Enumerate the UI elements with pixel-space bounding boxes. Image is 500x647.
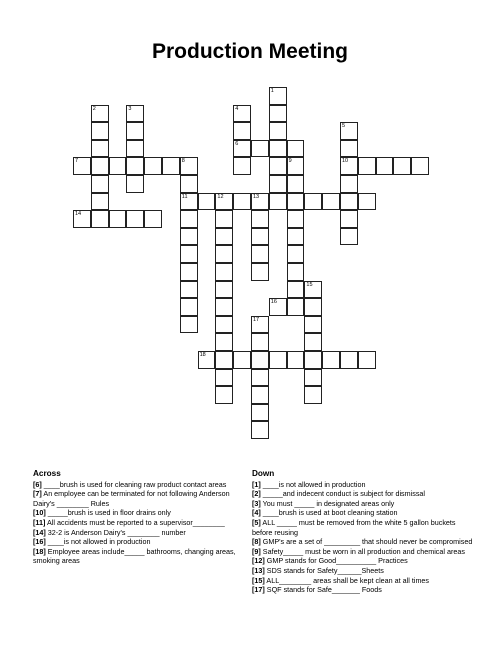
grid-cell[interactable] [233,193,251,211]
grid-cell[interactable] [287,210,305,228]
clue-number: 4 [235,105,239,112]
grid-cell[interactable] [126,175,144,193]
down-clue [252,585,474,595]
across-clue [33,489,248,508]
grid-cell[interactable] [233,140,251,158]
clue-text: SDS stands for Safety______Sheets [264,565,384,575]
clue-text: GMP stands for Good__________ Practices [264,556,408,566]
clue-number: 5 [342,123,346,130]
grid-cell[interactable] [180,298,198,316]
grid-cell[interactable] [73,157,91,175]
grid-cell[interactable] [304,316,322,334]
grid-cell[interactable] [91,105,109,123]
clue-label: [15] [252,575,265,585]
clue-number: 7 [75,158,79,165]
clue-text: Employee areas include_____ bathrooms, changing areas, smoking areas [33,546,236,566]
clue-label: [18] [33,546,46,556]
grid-cell[interactable] [287,298,305,316]
grid-cell[interactable] [233,351,251,369]
down-clue [252,499,474,509]
grid-cell[interactable] [269,157,287,175]
across-heading: Across [33,469,61,478]
grid-cell[interactable] [287,228,305,246]
grid-cell[interactable] [340,122,358,140]
grid-cell[interactable] [287,157,305,175]
grid-cell[interactable] [126,210,144,228]
clue-text: ____brush is used at boot cleaning station [260,508,398,518]
down-clue [252,489,474,499]
grid-cell[interactable] [215,193,233,211]
across-clues [33,469,248,566]
down-clue [252,508,474,518]
clue-label: [13] [252,565,265,575]
grid-cell[interactable] [322,193,340,211]
grid-cell[interactable] [215,263,233,281]
clue-number: 16 [270,299,277,306]
grid-cell[interactable] [109,210,127,228]
grid-cell[interactable] [215,351,233,369]
grid-cell[interactable] [269,87,287,105]
grid-cell[interactable] [91,193,109,211]
grid-cell[interactable] [198,351,216,369]
down-clue [252,547,474,557]
grid-cell[interactable] [287,263,305,281]
clue-text: An employee can be terminated for not following Anderson Dairy's ________ Rules [33,489,230,508]
down-clue [252,566,474,576]
grid-cell[interactable] [251,228,269,246]
grid-cell[interactable] [126,105,144,123]
grid-cell[interactable] [340,193,358,211]
grid-cell[interactable] [251,351,269,369]
grid-cell[interactable] [251,210,269,228]
grid-cell[interactable] [287,281,305,299]
down-clue [252,537,474,547]
clue-number: 18 [199,352,206,358]
grid-cell[interactable] [126,122,144,140]
grid-cell[interactable] [304,193,322,211]
clue-label: [3] [252,498,261,508]
page-title: Production Meeting [152,40,348,63]
grid-cell[interactable] [340,228,358,246]
clue-number: 9 [288,158,292,165]
clue-text: SQF stands for Safe_______ Foods [264,585,382,595]
grid-cell[interactable] [180,210,198,228]
across-clue [33,528,248,538]
grid-cell[interactable] [215,298,233,316]
grid-cell[interactable] [287,351,305,369]
grid-cell[interactable] [251,386,269,404]
clue-text: You must _____ in designated areas only [260,498,395,508]
grid-cell[interactable] [251,404,269,422]
down-clue [252,556,474,566]
grid-cell[interactable] [180,245,198,263]
grid-cell[interactable] [180,281,198,299]
grid-cell[interactable] [269,122,287,140]
grid-cell[interactable] [126,157,144,175]
across-clue [33,508,248,518]
grid-cell[interactable] [215,245,233,263]
grid-cell[interactable] [269,351,287,369]
grid-cell[interactable] [91,157,109,175]
grid-cell[interactable] [411,157,429,175]
grid-cell[interactable] [109,157,127,175]
grid-cell[interactable] [376,157,394,175]
clue-text: ____is not allowed in production [45,537,151,547]
across-clue [33,480,248,490]
grid-cell[interactable] [340,140,358,158]
grid-cell[interactable] [269,175,287,193]
down-clues [252,469,474,595]
grid-cell[interactable] [251,140,269,158]
clue-number: 14 [75,211,82,218]
clue-number: 3 [128,105,132,112]
grid-cell[interactable] [304,386,322,404]
grid-cell[interactable] [340,351,358,369]
grid-cell[interactable] [251,263,269,281]
clue-label: [9] [252,546,261,556]
grid-cell[interactable] [304,281,322,299]
clue-number: 12 [217,193,224,200]
grid-cell[interactable] [251,333,269,351]
grid-cell[interactable] [287,140,305,158]
grid-cell[interactable] [126,140,144,158]
grid-cell[interactable] [162,157,180,175]
grid-cell[interactable] [358,351,376,369]
clue-text: 32-2 is Anderson Dairy's ________ number [45,527,186,537]
crossword-grid [73,87,428,441]
grid-cell[interactable] [91,140,109,158]
across-clue [33,518,248,528]
grid-cell[interactable] [91,210,109,228]
grid-cell[interactable] [215,228,233,246]
grid-cell[interactable] [91,175,109,193]
clue-text: ____is not allowed in production [260,479,366,489]
grid-cell[interactable] [251,245,269,263]
grid-cell[interactable] [180,175,198,193]
grid-cell[interactable] [269,193,287,211]
across-clue [33,537,248,547]
clue-label: [14] [33,527,46,537]
across-clue [33,547,248,566]
grid-cell[interactable] [393,157,411,175]
grid-cell[interactable] [215,210,233,228]
clue-label: [17] [252,585,265,595]
grid-cell[interactable] [233,122,251,140]
clue-text: Safety_____ must be worn in all production and chemical areas [260,546,465,556]
grid-cell[interactable] [233,105,251,123]
grid-cell[interactable] [215,369,233,387]
grid-cell[interactable] [198,193,216,211]
clue-number: 17 [253,316,260,323]
clue-text: All accidents must be reported to a supervisor________ [45,517,225,527]
grid-cell[interactable] [144,210,162,228]
clue-label: [1] [252,479,261,489]
clue-number: 1 [270,88,274,94]
grid-cell[interactable] [215,333,233,351]
grid-cell[interactable] [215,316,233,334]
clue-label: [10] [33,508,46,518]
grid-cell[interactable] [287,245,305,263]
grid-cell[interactable] [358,157,376,175]
grid-cell[interactable] [180,316,198,334]
grid-cell[interactable] [340,210,358,228]
grid-cell[interactable] [304,333,322,351]
grid-cell[interactable] [322,351,340,369]
clue-text: _____brush is used in floor drains only [45,508,171,518]
grid-cell[interactable] [233,157,251,175]
clue-label: [6] [33,479,42,489]
grid-cell[interactable] [287,193,305,211]
grid-cell[interactable] [287,175,305,193]
clue-label: [2] [252,489,261,499]
grid-cell[interactable] [215,281,233,299]
grid-cell[interactable] [304,351,322,369]
grid-cell[interactable] [251,193,269,211]
clue-number: 13 [253,193,260,200]
grid-cell[interactable] [144,157,162,175]
grid-cell[interactable] [304,298,322,316]
clue-number: 10 [342,158,349,165]
down-heading: Down [252,469,275,478]
grid-cell[interactable] [304,369,322,387]
grid-cell[interactable] [269,105,287,123]
grid-cell[interactable] [358,193,376,211]
grid-cell[interactable] [180,228,198,246]
clue-number: 2 [92,105,96,112]
grid-cell[interactable] [180,263,198,281]
clue-label: [7] [33,489,42,499]
clue-label: [8] [252,537,261,547]
grid-cell[interactable] [180,157,198,175]
down-clue [252,518,474,537]
clue-text: GMP's are a set of _________ that should never be compromised [260,537,473,547]
clue-label: [11] [33,517,46,527]
grid-cell[interactable] [340,157,358,175]
clue-label: [5] [252,517,261,527]
grid-cell[interactable] [251,369,269,387]
grid-cell[interactable] [251,316,269,334]
down-clue [252,576,474,586]
grid-cell[interactable] [91,122,109,140]
down-clue [252,480,474,490]
clue-label: [16] [33,537,46,547]
clue-number: 6 [235,140,239,147]
clue-text: _____and indecent conduct is subject for dismissal [260,489,426,499]
grid-cell[interactable] [215,386,233,404]
clue-label: [12] [252,556,265,566]
clue-number: 15 [306,281,313,288]
grid-cell[interactable] [269,298,287,316]
grid-cell[interactable] [251,421,269,439]
clue-text: ____brush is used for cleaning raw product contact areas [41,479,227,489]
grid-cell[interactable] [73,210,91,228]
grid-cell[interactable] [340,175,358,193]
grid-cell[interactable] [269,140,287,158]
clue-label: [4] [252,508,261,518]
clue-text: ALL________ areas shall be kept clean at all times [264,575,430,585]
clue-number: 11 [181,193,188,200]
grid-cell[interactable] [180,193,198,211]
clue-text: ALL _____ must be removed from the white 5 gallon buckets before reusing [252,517,456,537]
clue-number: 8 [181,158,185,165]
